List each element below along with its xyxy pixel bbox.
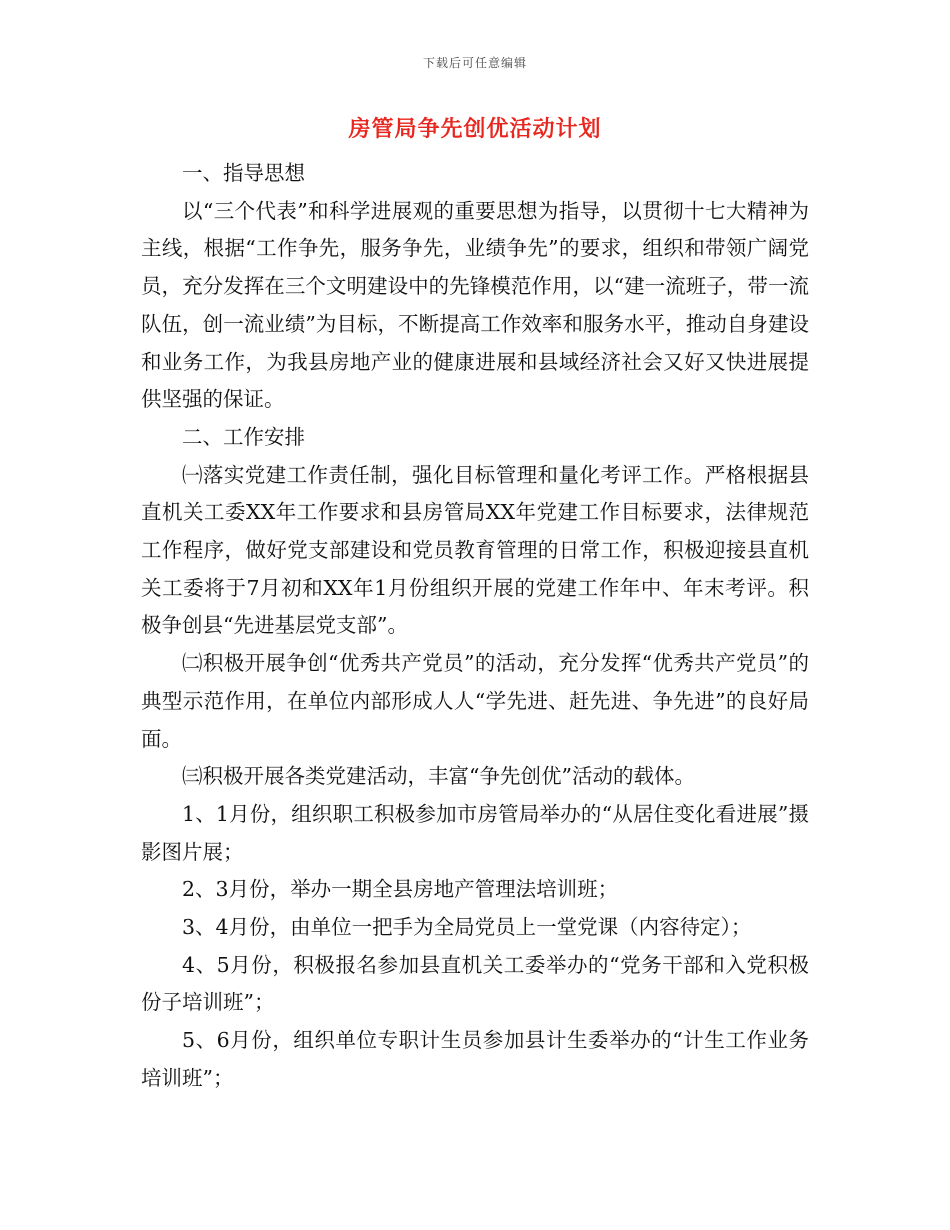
list-item: 4、5月份，积极报名参加县直机关工委举办的“党务干部和入党积极份子培训班”； bbox=[141, 952, 809, 1015]
list-item: 1、1月份，组织职工积极参加市房管局举办的“从居住变化看进展”摄影图片展； bbox=[141, 801, 809, 864]
paragraph: 以“三个代表”和科学进展观的重要思想为指导，以贯彻十七大精神为主线，根据“工作争先，服务争先，业绩争先”的要求，组织和带领广阔党员，充分发挥在三个文明建设中的先锋模范作用，以“建一流班子，带一流队伍，创一流业绩”为目标，不断提高工作效率和服务水平，推动自身建设和业务工作，为我县房地产业的健康进展和县域经济社会又好又快进展提供坚强的保证。 bbox=[141, 198, 809, 412]
document-body bbox=[141, 155, 809, 1098]
paragraph: ㈡积极开展争创“优秀共产党员”的活动，充分发挥“优秀共产党员”的典型示范作用，在单位内部形成人人“学先进、赶先进、争先进”的良好局面。 bbox=[141, 651, 809, 751]
list-item: 2、3月份，举办一期全县房地产管理法培训班； bbox=[182, 877, 619, 902]
section-heading: 二、工作安排 bbox=[182, 424, 305, 449]
paragraph: ㈠落实党建工作责任制，强化目标管理和量化考评工作。严格根据县直机关工委XX年工作要求和县房管局XX年党建工作目标要求，法律规范工作程序，做好党支部建设和党员教育管理的日常工作，积极迎接县直机关工委将于7月初和XX年1月份组织开展的党建工作年中、年末考评。积极争创县“先进基层党支部”。 bbox=[141, 462, 809, 638]
section-heading: 一、指导思想 bbox=[182, 161, 305, 185]
list-item: 3、4月份，由单位一把手为全局党员上一堂党课（内容待定）； bbox=[182, 915, 752, 940]
paragraph: ㈢积极开展各类党建活动，丰富“争先创优”活动的载体。 bbox=[182, 764, 695, 789]
list-item: 5、6月份，组织单位专职计生员参加县计生委举办的“计生工作业务培训班”； bbox=[141, 1028, 809, 1090]
document-title: 房管局争先创优活动计划 bbox=[348, 117, 602, 142]
header-note: 下载后可任意编辑 bbox=[422, 56, 527, 70]
